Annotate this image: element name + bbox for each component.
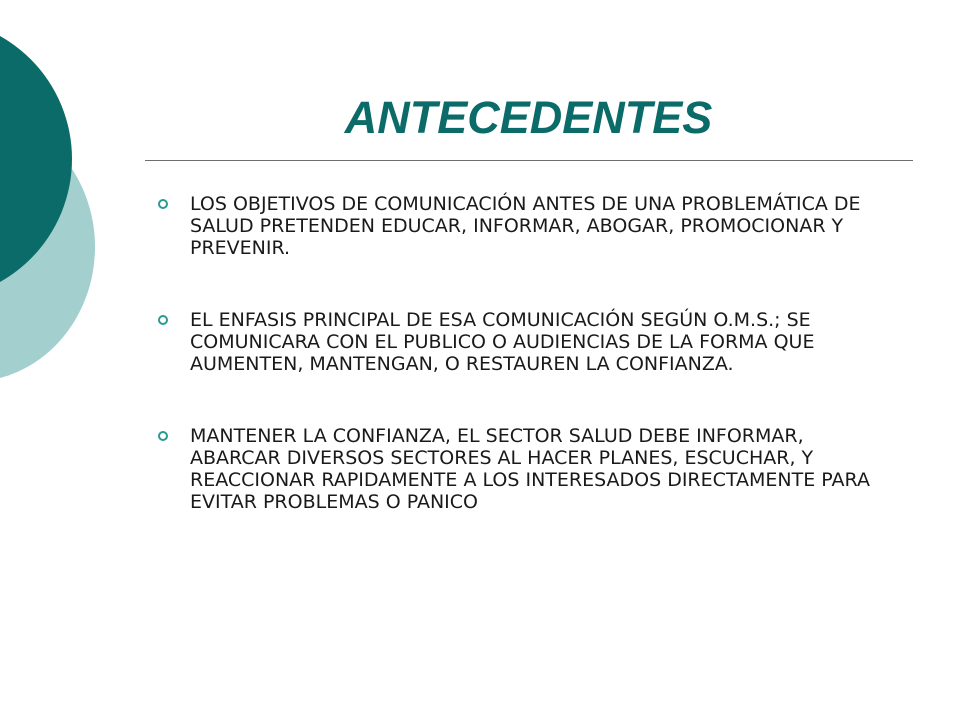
title-divider: [145, 160, 913, 161]
bullet-item: [158, 193, 878, 259]
bullet-text: LOS OBJETIVOS DE COMUNICACIÓN ANTES DE UNA PROBLEMÁTICA DE SALUD PRETENDEN EDUCAR, INFORMAR, ABOGAR, PROMOCIONAR Y PREVENIR.: [190, 193, 861, 259]
bullet-text: EL ENFASIS PRINCIPAL DE ESA COMUNICACIÓN SEGÚN O.M.S.; SE COMUNICARA CON EL PUBLICO O AUDIENCIAS DE LA FORMA QUE AUMENTEN, MANTENGAN, O RESTAUREN LA CONFIANZA.: [190, 309, 815, 375]
bullet-item: [158, 309, 878, 375]
bullet-text: MANTENER LA CONFIANZA, EL SECTOR SALUD DEBE INFORMAR, ABARCAR DIVERSOS SECTORES AL HACER PLANES, ESCUCHAR, Y REACCIONAR RAPIDAMENTE A LOS INTERESADOS DIRECTAMENTE PARA EVITAR PROBLEMAS O PANICO: [190, 425, 870, 513]
hollow-circle-bullet-icon: [158, 315, 168, 325]
hollow-circle-bullet-icon: [158, 199, 168, 209]
bullet-list: [158, 193, 878, 513]
hollow-circle-bullet-icon: [158, 431, 168, 441]
slide-title: ANTECEDENTES: [344, 92, 713, 143]
bullet-item: [158, 425, 878, 513]
